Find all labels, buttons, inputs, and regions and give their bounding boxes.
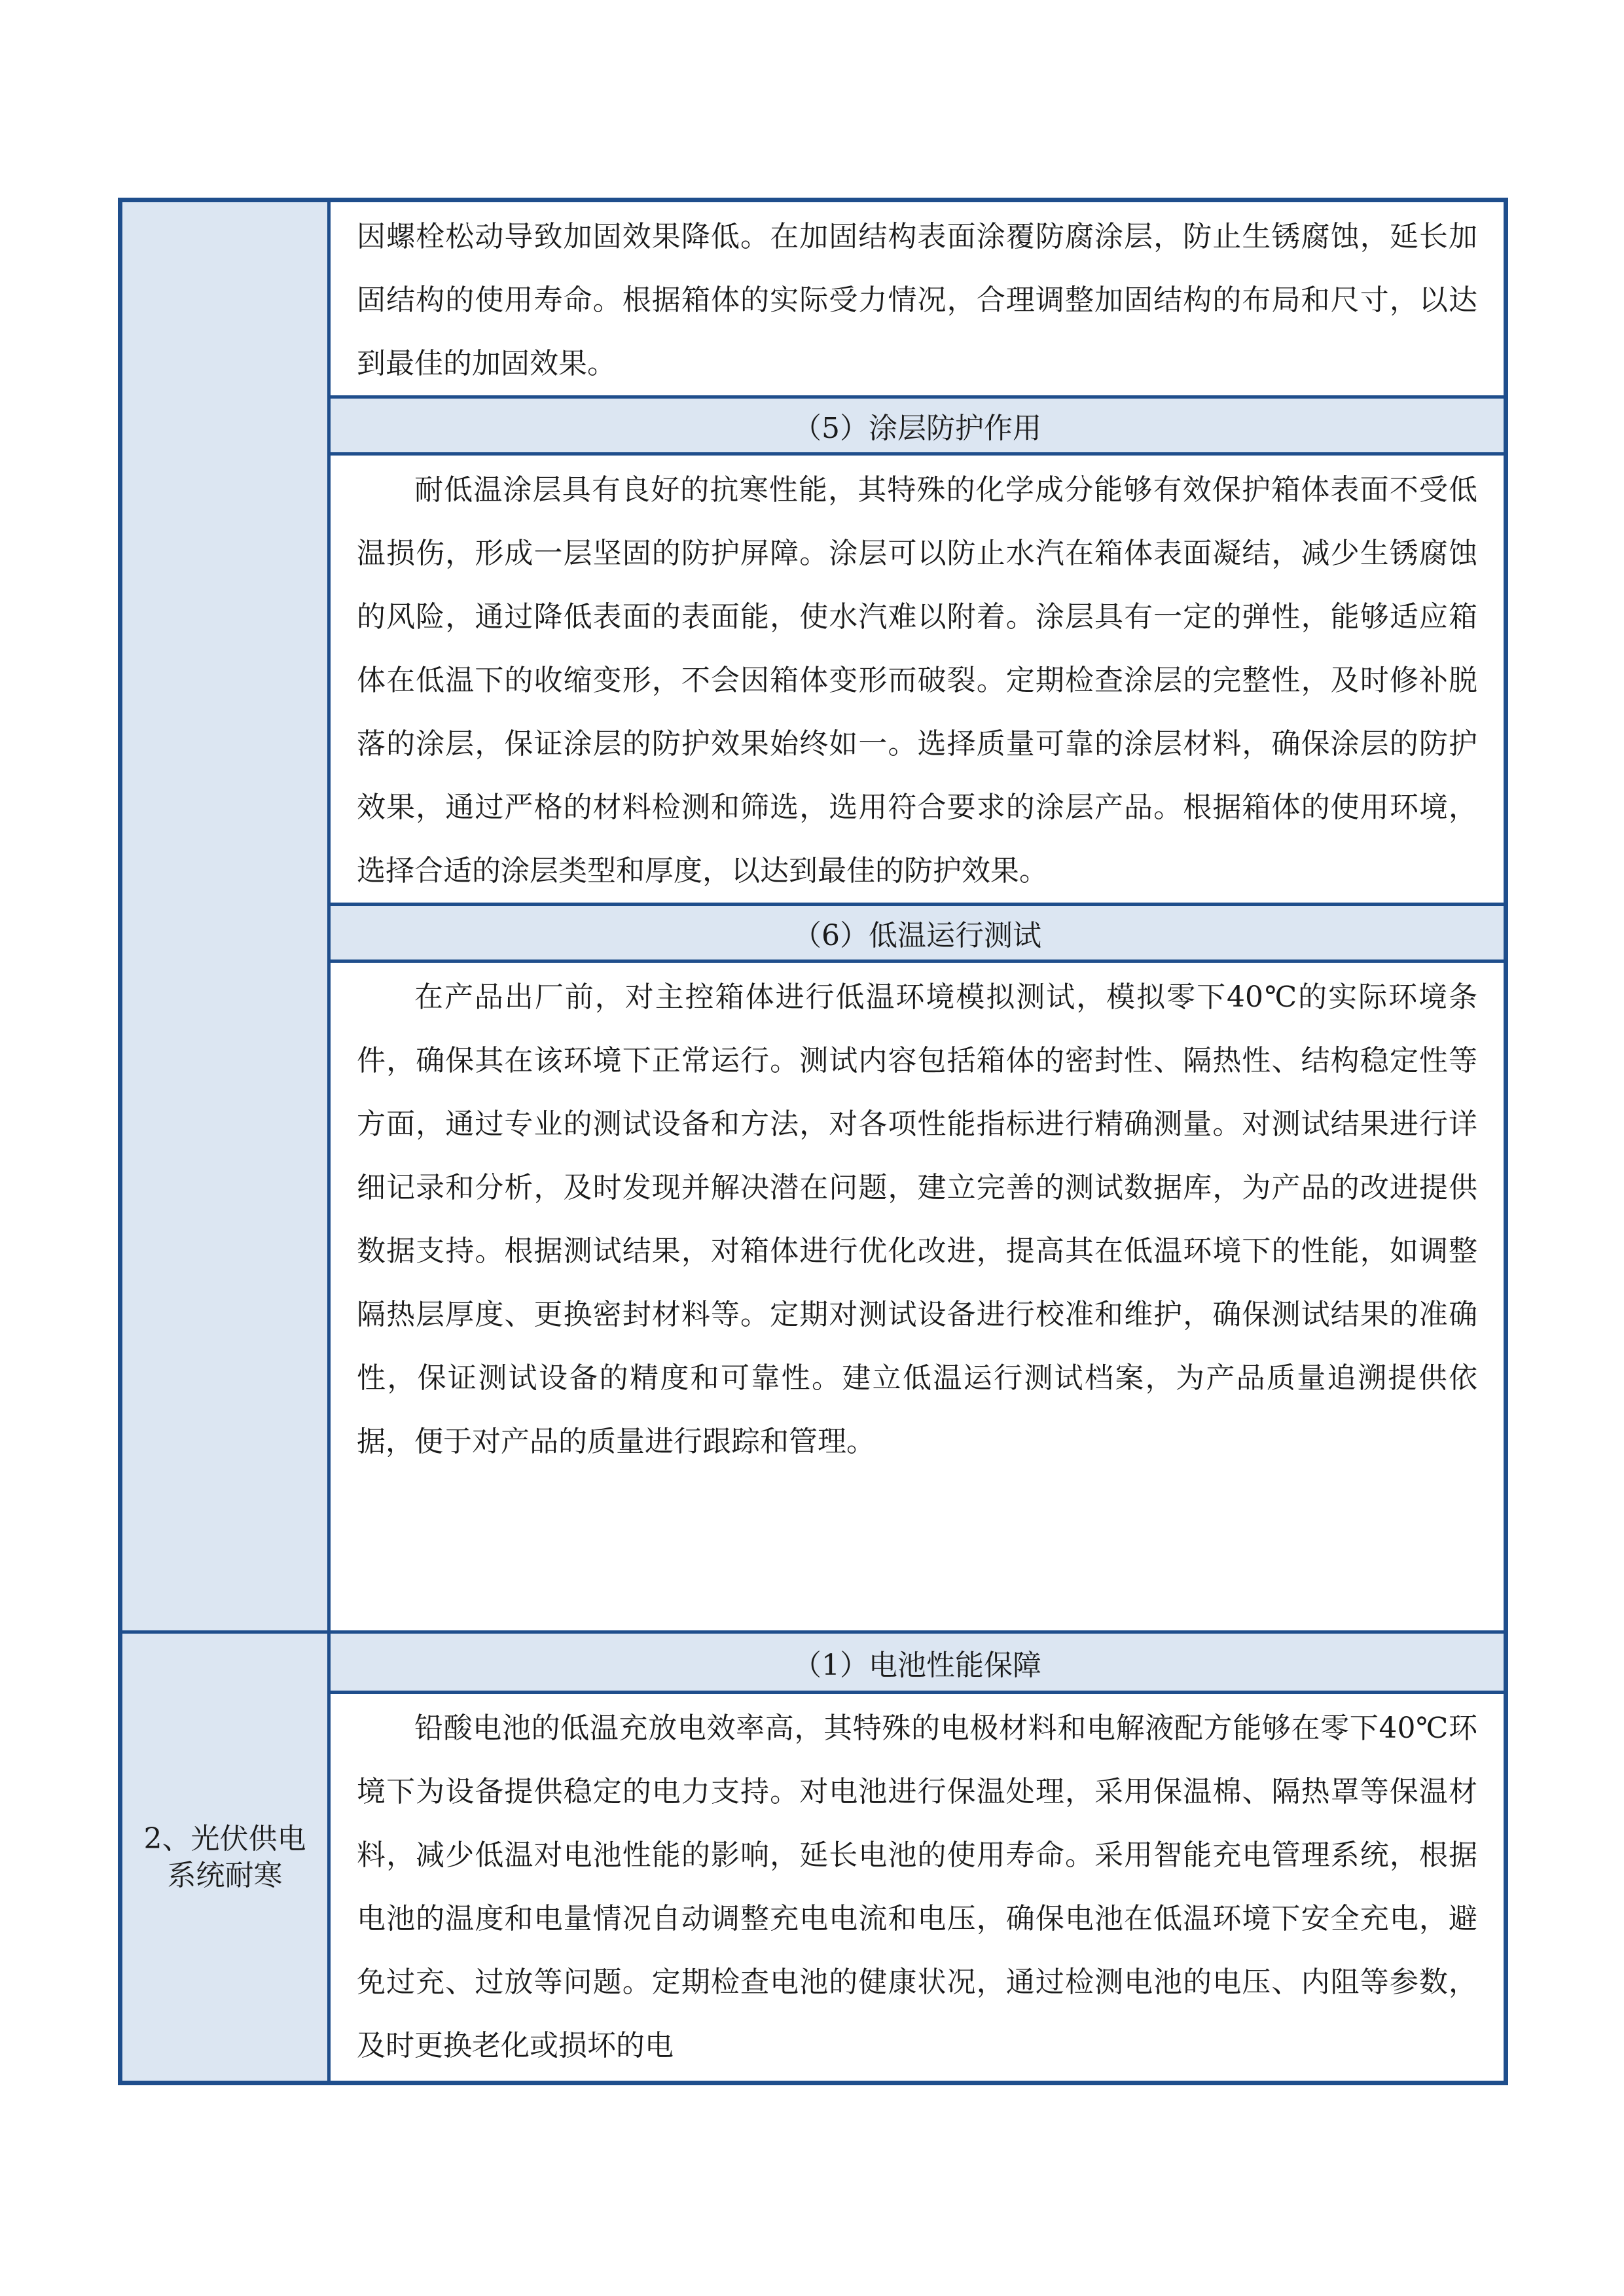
row2-right-cell (331, 1630, 1504, 2081)
row1-left-cell (122, 202, 331, 1630)
section-body-coating: 耐低温涂层具有良好的抗寒性能，其特殊的化学成分能够有效保护箱体表面不受低温损伤，形成一层坚固的防护屏障。涂层可以防止水汽在箱体表面凝结，减少生锈腐蚀的风险，通过降低表面的表面能，使水汽难以附着。涂层具有一定的弹性，能够适应箱体在低温下的收缩变形，不会因箱体变形而破裂。定期检查涂层的完整性，及时修补脱落的涂层，保证涂层的防护效果始终如一。选择质量可靠的涂层材料，确保涂层的防护效果，通过严格的材料检测和筛选，选用符合要求的涂层产品。根据箱体的使用环境，选择合适的涂层类型和厚度，以达到最佳的防护效果。 (357, 473, 1477, 888)
section-body-battery: 铅酸电池的低温充放电效率高，其特殊的电极材料和电解液配方能够在零下40℃环境下为设备提供稳定的电力支持。对电池进行保温处理，采用保温棉、隔热罩等保温材料，减少低温对电池性能的影响，延长电池的使用寿命。采用智能充电管理系统，根据电池的温度和电量情况自动调整充电电流和电压，确保电池在低温环境下安全充电，避免过充、过放等问题。定期检查电池的健康状况，通过检测电池的电压、内阻等参数，及时更换老化或损坏的电 (357, 1712, 1477, 2062)
section-header-battery: （1）电池性能保障 (331, 1634, 1504, 1694)
row2-left-label: 2、光伏供电系统耐寒 (143, 1821, 306, 1892)
section-header-low-temp-test: （6）低温运行测试 (331, 903, 1504, 963)
content-table (118, 198, 1508, 2085)
section-body-low-temp-test: 在产品出厂前，对主控箱体进行低温环境模拟测试，模拟零下40℃的实际环境条件，确保其在该环境下正常运行。测试内容包括箱体的密封性、隔热性、结构稳定性等方面，通过专业的测试设备和方法，对各项性能指标进行精确测量。对测试结果进行详细记录和分析，及时发现并解决潜在问题，建立完善的测试数据库，为产品的改进提供数据支持。根据测试结果，对箱体进行优化改进，提高其在低温环境下的性能，如调整隔热层厚度、更换密封材料等。定期对测试设备进行校准和维护，确保测试结果的准确性，保证测试设备的精度和可靠性。建立低温运行测试档案，为产品质量追溯提供依据，便于对产品的质量进行跟踪和管理。 (357, 980, 1477, 1458)
row1-right-cell (331, 202, 1504, 1630)
row2-left-cell (122, 1630, 331, 2081)
continuation-paragraph: 因螺栓松动导致加固效果降低。在加固结构表面涂覆防腐涂层，防止生锈腐蚀，延长加固结构的使用寿命。根据箱体的实际受力情况，合理调整加固结构的布局和尺寸，以达到最佳的加固效果。 (357, 220, 1477, 380)
section-header-coating: （5）涂层防护作用 (331, 395, 1504, 456)
